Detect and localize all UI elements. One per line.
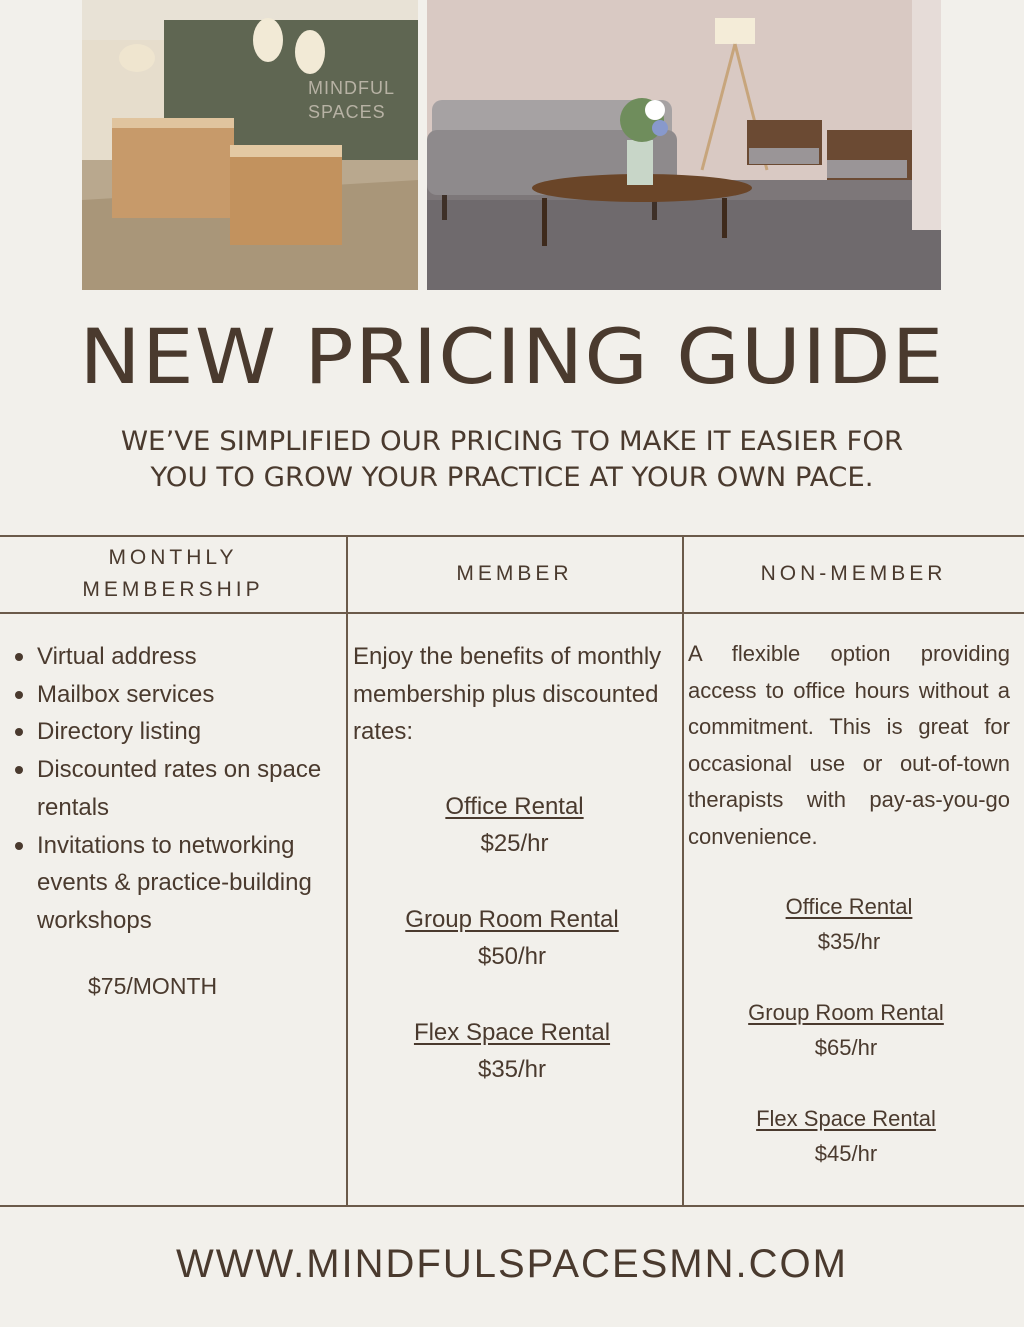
table-bottom-rule: [0, 1205, 1024, 1207]
rate-name: Office Rental: [445, 793, 584, 820]
reception-photo: [82, 0, 418, 290]
rate-price: $35/hr: [477, 1056, 547, 1083]
header-member-label: MEMBER: [456, 561, 573, 585]
website-url: WWW.MINDFULSPACESMN.COM: [176, 1242, 848, 1286]
page-title: NEW PRICING GUIDE: [79, 312, 945, 401]
non-member-description: A flexible option providing access to office hours without a commitment. This is great for occasional use or out-of-town therapists with pay-as-you-go convenience.: [688, 641, 1010, 849]
member-description: Enjoy the benefits of monthly membership plus discounted rates:: [353, 643, 662, 746]
rate-price: $25/hr: [480, 830, 549, 857]
header-monthly-membership: [0, 535, 346, 612]
header-non-member: [683, 535, 1024, 612]
feature-item: Mailbox services: [12, 676, 347, 714]
membership-features-list: [12, 638, 347, 940]
rate-name: Flex Space Rental: [756, 1106, 936, 1131]
member-rate-flex-space: [347, 1014, 677, 1088]
non-member-rate-flex-space: [683, 1101, 1009, 1171]
feature-item: Virtual address: [12, 638, 347, 676]
reception-sign-line2: SPACES: [308, 102, 386, 122]
rate-price: $45/hr: [814, 1141, 878, 1166]
rate-price: $65/hr: [814, 1035, 878, 1060]
table-header-rule: [0, 612, 1024, 614]
feature-item: Directory listing: [12, 713, 347, 751]
membership-price: $75/MONTH: [88, 973, 218, 999]
subtitle-line-2: YOU TO GROW YOUR PRACTICE AT YOUR OWN PACE.: [150, 462, 874, 493]
non-member-rate-group-room: [683, 995, 1009, 1065]
rate-name: Group Room Rental: [405, 906, 619, 933]
rate-price: $50/hr: [477, 943, 547, 970]
non-member-rate-office: [683, 889, 1015, 959]
header-member: [347, 535, 682, 612]
rate-name: Flex Space Rental: [413, 1019, 611, 1046]
rate-name: Office Rental: [785, 894, 913, 919]
reception-sign-line1: MINDFUL: [308, 78, 395, 98]
feature-item: Invitations to networking events & practice-building workshops: [12, 827, 347, 940]
subtitle-line-1: WE’VE SIMPLIFIED OUR PRICING TO MAKE IT EASIER FOR: [120, 426, 904, 457]
subtitle: [0, 424, 1024, 496]
member-rate-office: [347, 788, 682, 862]
rate-price: $35/hr: [817, 929, 881, 954]
member-rate-group-room: [347, 901, 677, 975]
pricing-table: [0, 535, 1024, 1206]
feature-item: Discounted rates on space rentals: [12, 751, 347, 826]
rate-name: Group Room Rental: [748, 1000, 944, 1025]
lounge-photo: [427, 0, 941, 290]
header-non-member-label: NON-MEMBER: [760, 561, 947, 585]
header-monthly-membership-label: MONTHLY MEMBERSHIP: [82, 545, 264, 601]
